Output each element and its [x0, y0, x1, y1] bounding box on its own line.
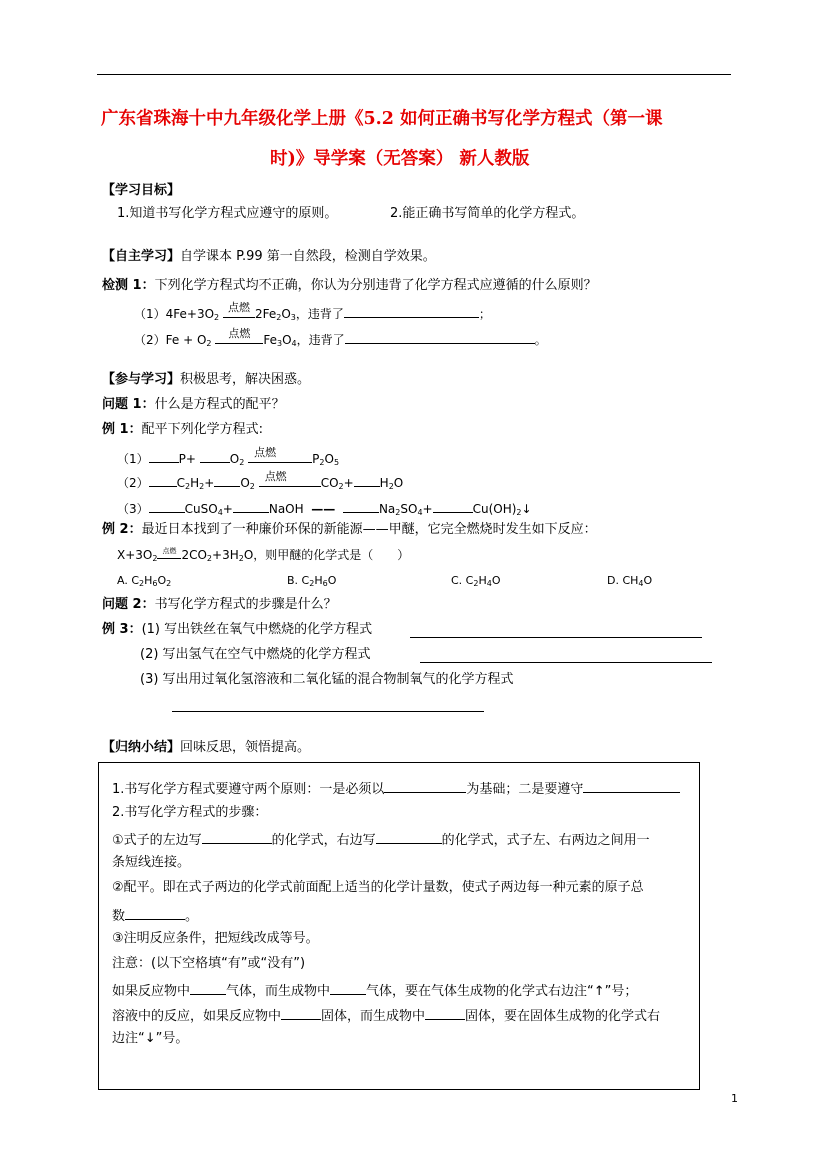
- goal-1: 1.知道书写化学方程式应遵守的原则。: [117, 206, 338, 221]
- question-2-text: 书写化学方程式的步骤是什么？: [154, 597, 337, 612]
- eq-1-condition: 点燃: [248, 460, 282, 463]
- summary-text: 回味反思，领悟提高。: [180, 740, 311, 755]
- example-1: [102, 423, 263, 436]
- check-1-label: 检测 1：: [102, 278, 155, 293]
- step-2-blank[interactable]: [125, 907, 185, 920]
- step-1-blank-1[interactable]: [202, 831, 272, 844]
- gas-blank-2[interactable]: [330, 982, 366, 995]
- item-2-product: Fe: [263, 333, 277, 347]
- example-2-equation: $X+3O_2$ 点燃 $2CO_2+3H_2O$，则甲醚的化学式是（ ）: [117, 547, 410, 563]
- item-1-answer-blank[interactable]: [344, 305, 479, 318]
- example-2-label: 例 2：: [102, 522, 142, 537]
- question-2-label: 问题 2：: [102, 597, 155, 612]
- option-a[interactable]: A. $C_2H_6O_2$: [117, 574, 172, 588]
- item-1-condition: 点燃: [223, 315, 255, 318]
- goals-heading: 【学习目标】: [102, 183, 181, 198]
- summary-note: 注意：(以下空格填“有”或“没有”): [112, 956, 306, 971]
- gas-blank-1[interactable]: [190, 982, 226, 995]
- option-c[interactable]: C. $C_2H_4O$: [451, 574, 501, 588]
- item-1-product: 2Fe: [254, 307, 277, 321]
- check-item-2: $(2)Fe + O_2$ 点燃 $Fe_3O_4$，违背了 。: [134, 327, 547, 348]
- participate-heading: 【参与学习】: [102, 372, 181, 387]
- example-3-label: 例 3：: [102, 622, 142, 637]
- self-study-text: 自学课本 P.99 第一自然段，检测自学效果。: [180, 249, 436, 264]
- summary-step-1: ①式子的左边写 的化学式，右边写 的化学式，式子左、右两边之间用一: [112, 833, 650, 848]
- coef-blank[interactable]: [233, 500, 269, 513]
- summary-step-3: ③注明反应条件，把短线改成等号。: [112, 931, 319, 946]
- principle-blank-1[interactable]: [384, 780, 466, 793]
- participate-text: 积极思考，解决困惑。: [180, 372, 311, 387]
- summary-note-solid: 溶液中的反应，如果反应物中 固体，而生成物中 固体，要在固体生成物的化学式右: [112, 1009, 661, 1024]
- title-line-1: 广东省珠海十中九年级化学上册《5.2 如何正确书写化学方程式（第一课: [101, 109, 663, 129]
- check-1-text: 下列化学方程式均不正确，你认为分别违背了化学方程式应遵循的什么原则？: [154, 278, 597, 293]
- title-line-2: 时)》导学案（无答案） 新人教版: [270, 149, 530, 169]
- example-1-eq-2: （2） $C_2H_2+ O_2$ 点燃 $CO_2+ H_2O$: [117, 470, 404, 491]
- question-1-label: 问题 1：: [102, 397, 155, 412]
- item-1-reactants: （1）4Fe+3O: [134, 307, 215, 321]
- coef-blank[interactable]: [149, 450, 179, 463]
- example-1-label: 例 1：: [102, 422, 142, 437]
- summary-steps-heading: 2.书写化学方程式的步骤：: [112, 805, 268, 820]
- example-3-answer-2[interactable]: [420, 650, 712, 663]
- summary-step-1-cont: 条短线连接。: [112, 855, 191, 870]
- coef-blank[interactable]: [343, 500, 379, 513]
- page-number: 1: [731, 1092, 738, 1105]
- coef-blank[interactable]: [293, 474, 321, 487]
- example-2-text: 最近日本找到了一种廉价环保的新能源——甲醚，它完全燃烧时发生如下反应：: [141, 522, 597, 537]
- participate-line: [102, 373, 310, 386]
- item-2-condition: 点燃: [215, 341, 263, 344]
- check-1-line: [102, 279, 597, 292]
- top-rule: [97, 74, 731, 75]
- example-1-eq-1: （1） $P+ O_2$ 点燃 $P_2O_5$: [117, 446, 340, 467]
- option-d[interactable]: D. $CH_4O$: [607, 574, 653, 588]
- option-b[interactable]: B. $C_2H_6O$: [287, 574, 337, 588]
- example-1-text: 配平下列化学方程式:: [141, 422, 263, 437]
- question-2: [102, 598, 337, 611]
- coef-blank[interactable]: [282, 450, 312, 463]
- coef-blank[interactable]: [214, 474, 240, 487]
- summary-note-gas: 如果反应物中 气体，而生成物中 气体，要在气体生成物的化学式右边注“↑”号；: [112, 984, 638, 999]
- down-arrow-icon: ↓: [521, 502, 532, 516]
- coef-blank[interactable]: [433, 500, 473, 513]
- reaction-dash: ——: [311, 502, 336, 516]
- summary-step-2: ②配平。即在式子两边的化学式前面配上适当的化学计量数，使式子两边每一种元素的原子总: [112, 880, 644, 895]
- summary-principles: 1.书写化学方程式要遵守两个原则：一是必须以 为基础；二是要遵守: [112, 780, 680, 796]
- summary-note-solid-cont: 边注“↓”号。: [112, 1031, 189, 1046]
- item-2-tail: ，违背了: [296, 333, 345, 347]
- principle-blank-2[interactable]: [583, 780, 680, 793]
- self-study-heading: 【自主学习】: [102, 249, 181, 264]
- goal-2: 2.能正确书写简单的化学方程式。: [390, 206, 585, 221]
- example-1-eq-3: （3） CuSO$_4$+ NaOH —— $Na_2SO_4+$ $Cu(OH)_2↓$: [117, 502, 532, 517]
- eq-2-condition: 点燃: [259, 484, 293, 487]
- step-1-blank-2[interactable]: [376, 831, 442, 844]
- example-3-answer-3[interactable]: [172, 699, 484, 712]
- solid-blank-2[interactable]: [425, 1007, 465, 1020]
- check-item-1: $(1)4Fe+3O_2$ 点燃 $2Fe_2O_3$，违背了 ；: [134, 301, 491, 322]
- item-2-answer-blank[interactable]: [345, 331, 535, 344]
- example-3-answer-1[interactable]: [410, 625, 702, 638]
- item-1-end: ；: [478, 307, 491, 321]
- example-3-item-2: (2) 写出氢气在空气中燃烧的化学方程式: [140, 647, 371, 662]
- example-2: [102, 523, 597, 536]
- example-3-item-3: (3) 写出用过氧化氢溶液和二氧化锰的混合物制氧气的化学方程式: [140, 672, 514, 687]
- coef-blank[interactable]: [200, 450, 230, 463]
- example-2-condition: 点燃: [157, 556, 181, 559]
- item-2-reactants: （2）Fe + O: [134, 333, 207, 347]
- solid-blank-1[interactable]: [281, 1007, 321, 1020]
- question-1: [102, 398, 285, 411]
- coef-blank[interactable]: [149, 500, 185, 513]
- question-1-text: 什么是方程式的配平？: [154, 397, 285, 412]
- coef-blank[interactable]: [149, 474, 177, 487]
- example-3-item-1: 例 3：(1) 写出铁丝在氧气中燃烧的化学方程式: [102, 622, 373, 637]
- item-2-end: 。: [534, 333, 547, 347]
- item-1-tail: ，违背了: [295, 307, 344, 321]
- summary-line: [102, 741, 310, 754]
- summary-heading: 【归纳小结】: [102, 740, 181, 755]
- summary-step-2-cont: 数 。: [112, 909, 199, 924]
- coef-blank[interactable]: [354, 474, 380, 487]
- self-study-line: [102, 250, 436, 263]
